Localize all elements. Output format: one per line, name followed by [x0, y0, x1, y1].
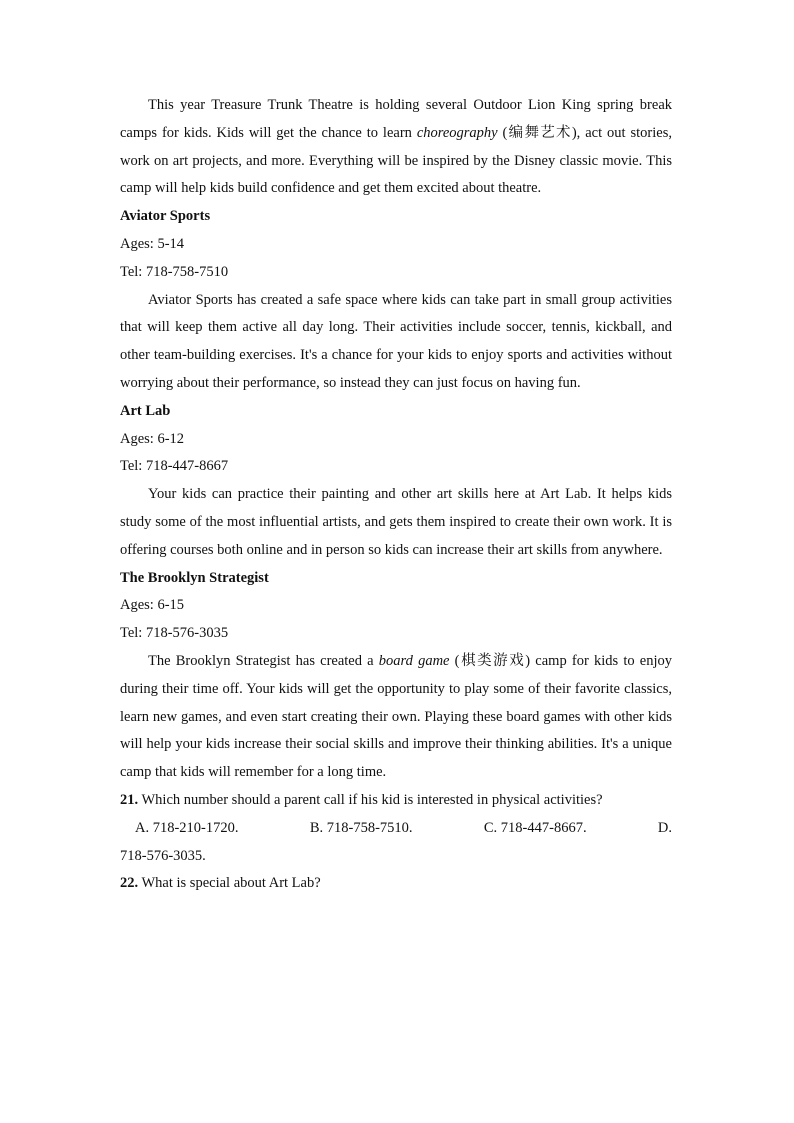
camp-tel: Tel: 718-447-8667	[120, 458, 229, 475]
camp-ages: Ages: 6-15	[120, 597, 185, 614]
option-d-value: 718-576-3035.	[120, 847, 206, 864]
question-21	[120, 787, 672, 815]
intro-text-end: , act out stories, work on art projects, and more. Everything will be inspired by the Disney classic movie. This camp will help kids build confidence and get them excited about theatre.	[120, 124, 672, 197]
camp-ages: Ages: 6-12	[120, 430, 185, 447]
camp-desc-term: board game	[378, 652, 450, 669]
camp-tel: Tel: 718-758-7510	[120, 263, 229, 280]
camp-description: Your kids can practice their painting and other art skills here at Art Lab. It helps kids study some of the most influential artists, and gets them inspired to create their own work. It is offering courses both online and in person so kids can increase their art skills from anywhere.	[120, 486, 672, 558]
document-page	[120, 92, 672, 898]
camp-desc-text-end: camp for kids to enjoy during their time off. Your kids will get the opportunity to play some of their favorite classics, learn new games, and even start creating their own. Playing these board games with other kids will help your kids increase their social skills and improve their thinking abilities. It's a unique camp that kids will remember for a long time.	[120, 652, 672, 781]
camp-name: Aviator Sports	[120, 208, 211, 225]
camp-tel: Tel: 718-576-3035	[120, 625, 229, 642]
option-a: A. 718-210-1720.	[135, 819, 239, 836]
question-text: Which number should a parent call if his kid is interested in physical activities?	[138, 791, 603, 808]
camp-name: Art Lab	[120, 402, 171, 419]
camp-desc-gloss: (棋类游戏)	[449, 652, 531, 669]
question-text: What is special about Art Lab?	[138, 875, 321, 892]
option-c: C. 718-447-8667.	[483, 819, 587, 836]
camp-description: Aviator Sports has created a safe space where kids can take part in small group activities that will keep them active all day long. Their activities include soccer, tennis, kickball, and other team-building exercises. It's a chance for your kids to enjoy sports and activities without worrying about their performance, so instead they can just focus on having fun.	[120, 291, 672, 391]
option-b: B. 718-758-7510.	[309, 819, 413, 836]
question-number: 21.	[120, 791, 139, 808]
intro-paragraph	[120, 92, 672, 203]
answer-options	[120, 815, 672, 843]
question-number: 22.	[120, 875, 139, 892]
intro-gloss: (编舞艺术)	[497, 124, 577, 141]
camp-desc-text: The Brooklyn Strategist has created a	[148, 652, 379, 669]
question-22	[120, 870, 672, 898]
camp-name: The Brooklyn Strategist	[120, 569, 269, 586]
camp-ages: Ages: 5-14	[120, 235, 185, 252]
camp-description	[120, 648, 672, 787]
intro-text: This year Treasure Trunk Theatre is holding several Outdoor Lion King spring break camps for kids. Kids will get the chance to learn	[120, 97, 672, 141]
intro-term: choreography	[416, 124, 498, 141]
option-d: D.	[657, 819, 672, 836]
